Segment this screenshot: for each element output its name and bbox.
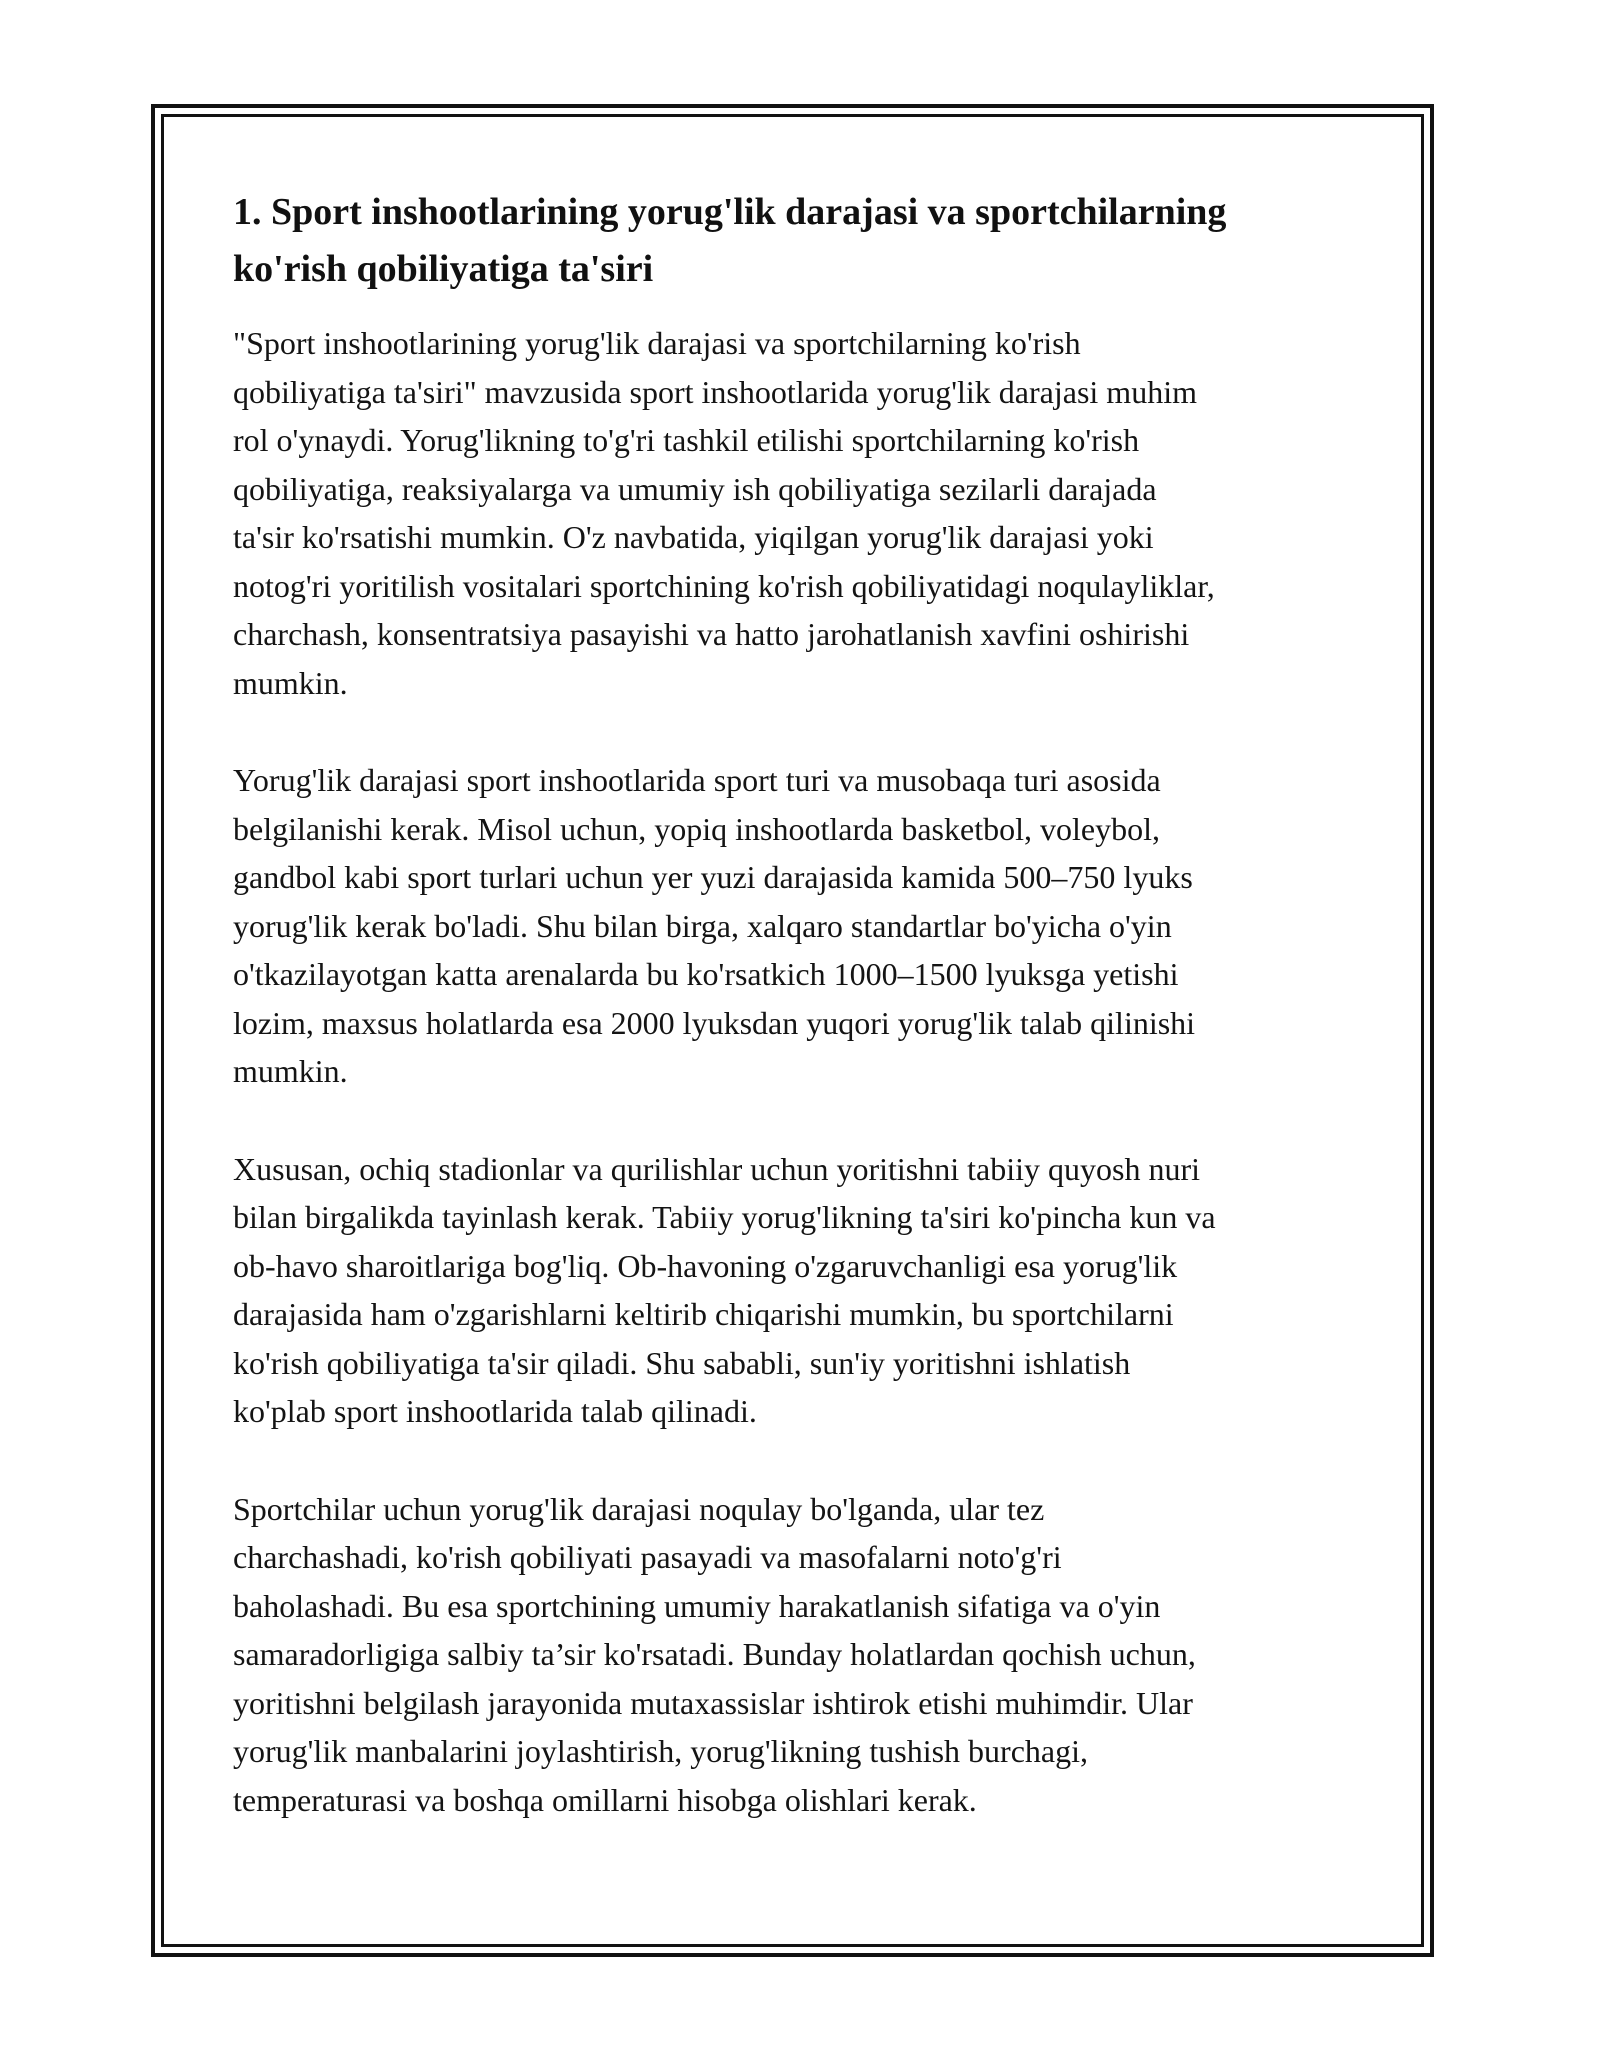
paragraph-3: [233, 1145, 1373, 1436]
document-title: [233, 184, 1373, 298]
text-line: Xususan, ochiq stadionlar va qurilishlar uchun yoritishni tabiiy quyosh nuri: [233, 1150, 1200, 1187]
text-line: rol o'ynaydi. Yorug'likning to'g'ri tashkil etilishi sportchilarning ko'rish: [233, 422, 1140, 458]
text-line: ta'sir ko'rsatishi mumkin. O'z navbatida, yiqilgan yorug'lik darajasi yoki: [233, 519, 1154, 555]
text-line: bilan birgalikda tayinlash kerak. Tabiiy yorug'likning ta'siri ko'pincha kun va: [233, 1199, 1216, 1235]
text-line: "Sport inshootlarining yorug'lik darajasi va sportchilarning ko'rish: [233, 325, 1081, 361]
text-line: charchashadi, ko'rish qobiliyati pasayadi va masofalarni noto'g'ri: [233, 1539, 1062, 1575]
text-line: samaradorligiga salbiy ta’sir ko'rsatadi. Bunday holatlardan qochish uchun,: [233, 1636, 1196, 1672]
title-line: ko'rish qobiliyatiga ta'siri: [233, 248, 654, 290]
text-line: qobiliyatiga, reaksiyalarga va umumiy ish qobiliyatiga sezilarli darajada: [233, 470, 1157, 507]
text-line: qobiliyatiga ta'siri" mavzusida sport inshootlarida yorug'lik darajasi muhim: [233, 373, 1197, 410]
text-line: Sportchilar uchun yorug'lik darajasi noqulay bo'lganda, ular tez: [233, 1490, 1045, 1527]
text-line: lozim, maxsus holatlarda esa 2000 lyuksdan yuqori yorug'lik talab qilinishi: [233, 1004, 1196, 1041]
text-line: mumkin.: [233, 664, 348, 701]
text-line: darajasida ham o'zgarishlarni keltirib chiqarishi mumkin, bu sportchilarni: [233, 1296, 1174, 1332]
paragraph-1: [233, 319, 1373, 707]
text-line: yorug'lik kerak bo'ladi. Shu bilan birga, xalqaro standartlar bo'yicha o'yin: [233, 907, 1172, 944]
text-line: gandbol kabi sport turlari uchun yer yuzi darajasida kamida 500–750 lyuks: [233, 859, 1193, 895]
text-line: temperaturasi va boshqa omillarni hisobga olishlari kerak.: [233, 1781, 977, 1818]
text-line: ko'plab sport inshootlarida talab qilinadi.: [233, 1393, 757, 1429]
text-line: yorug'lik manbalarini joylashtirish, yorug'likning tushish burchagi,: [233, 1733, 1088, 1769]
text-line: Yorug'lik darajasi sport inshootlarida sport turi va musobaqa turi asosida: [233, 762, 1161, 798]
title-line: 1. Sport inshootlarining yorug'lik darajasi va sportchilarning: [233, 191, 1227, 233]
text-line: yoritishni belgilash jarayonida mutaxassislar ishtirok etishi muhimdir. Ular: [233, 1684, 1193, 1721]
text-line: baholashadi. Bu esa sportchining umumiy harakatlanish sifatiga va o'yin: [233, 1587, 1161, 1624]
text-line: o'tkazilayotgan katta arenalarda bu ko'rsatkich 1000–1500 lyuksga yetishi: [233, 956, 1179, 992]
document-content: [233, 184, 1373, 1873]
text-line: ob-havo sharoitlariga bog'liq. Ob-havoning o'zgaruvchanligi esa yorug'lik: [233, 1247, 1178, 1284]
text-line: belgilanishi kerak. Misol uchun, yopiq inshootlarda basketbol, voleybol,: [233, 810, 1160, 847]
paragraph-2: [233, 756, 1373, 1096]
text-line: notog'ri yoritilish vositalari sportchining ko'rish qobiliyatidagi noqulayliklar,: [233, 567, 1215, 604]
text-line: mumkin.: [233, 1053, 348, 1089]
text-line: charchash, konsentratsiya pasayishi va hatto jarohatlanish xavfini oshirishi: [233, 616, 1190, 652]
text-line: ko'rish qobiliyatiga ta'sir qiladi. Shu sababli, sun'iy yoritishni ishlatish: [233, 1344, 1131, 1381]
paragraph-4: [233, 1485, 1373, 1825]
